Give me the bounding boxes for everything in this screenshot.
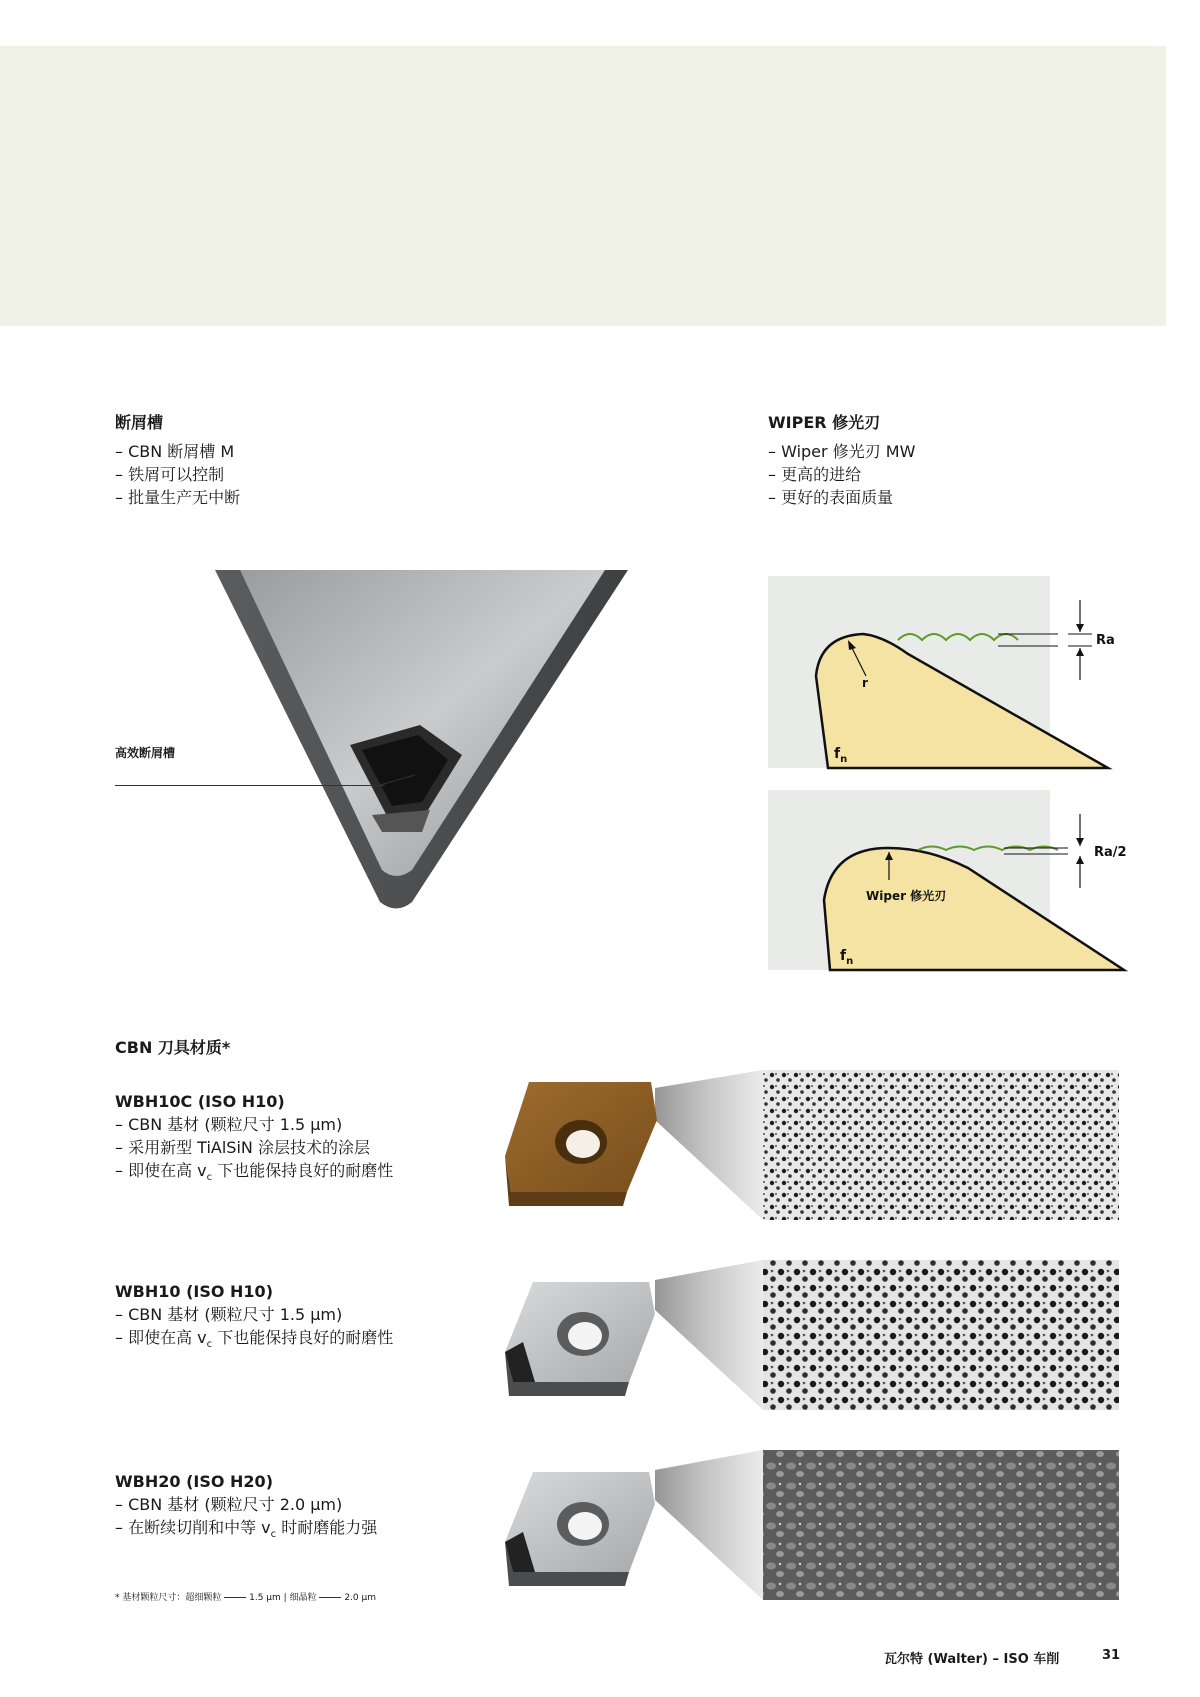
- grade-block: [115, 1280, 393, 1356]
- page-number: 31: [1102, 1648, 1121, 1663]
- grade-bullet: – CBN 基材 (颗粒尺寸 1.5 µm): [115, 1303, 393, 1326]
- chipbreaker-callout-label: 高效断屑槽: [115, 746, 176, 760]
- grade-name: WBH20 (ISO H20): [115, 1472, 273, 1491]
- wiper-bullet: – 更好的表面质量: [768, 486, 915, 509]
- wiper-bullet: – Wiper 修光刃 MW: [768, 440, 915, 463]
- grade-bullet: – CBN 基材 (颗粒尺寸 2.0 µm): [115, 1493, 377, 1516]
- ra-label: Ra: [1096, 633, 1115, 648]
- grade-images: [505, 1060, 1127, 1620]
- ra-half-label: Ra/2: [1094, 845, 1127, 860]
- callout-leader: [380, 760, 420, 800]
- chipbreaker-bullet: – 批量生产无中断: [115, 486, 240, 509]
- footer-text: 瓦尔特 (Walter) – ISO 车削: [884, 1652, 1060, 1667]
- chipbreaker-bullets: [115, 440, 240, 509]
- chipbreaker-bullet: – CBN 断屑槽 M: [115, 440, 240, 463]
- chipbreaker-bullet: – 铁屑可以控制: [115, 463, 240, 486]
- grain-size-footnote: * 基材颗粒尺寸：超细颗粒 1.5 µm | 细晶粒 2.0 µm: [115, 1593, 376, 1603]
- grade-name: WBH10C (ISO H10): [115, 1092, 285, 1111]
- radius-label: r: [862, 676, 868, 690]
- top-banner: [0, 46, 1166, 326]
- grade-bullet: – 即使在高 $v_c$ 下也能保持良好的耐磨性: [115, 1159, 393, 1189]
- wiper-bullets: [768, 440, 915, 509]
- standard-edge-diagram: [768, 576, 1128, 772]
- callout-line: [115, 785, 385, 786]
- wiper-edge-label: Wiper 修光刃: [866, 889, 947, 903]
- grade-block: [115, 1470, 377, 1546]
- feed-label: $f_n$: [834, 746, 848, 765]
- wiper-edge-diagram: [768, 790, 1128, 974]
- grade-bullet: – 采用新型 TiAlSiN 涂层技术的涂层: [115, 1136, 393, 1159]
- grade-bullet: – 即使在高 $v_c$ 下也能保持良好的耐磨性: [115, 1326, 393, 1356]
- wiper-title: WIPER 修光刃: [768, 413, 881, 432]
- grade-bullet: – CBN 基材 (颗粒尺寸 1.5 µm): [115, 1113, 393, 1136]
- grade-block: [115, 1090, 393, 1189]
- grades-title: CBN 刀具材质*: [115, 1038, 231, 1057]
- wiper-bullet: – 更高的进给: [768, 463, 915, 486]
- chipbreaker-insert-image: [200, 570, 640, 910]
- grade-bullet: – 在断续切削和中等 $v_c$ 时耐磨能力强: [115, 1516, 377, 1546]
- feed-label: $f_n$: [840, 948, 854, 967]
- grade-name: WBH10 (ISO H10): [115, 1282, 273, 1301]
- chipbreaker-title: 断屑槽: [115, 413, 164, 432]
